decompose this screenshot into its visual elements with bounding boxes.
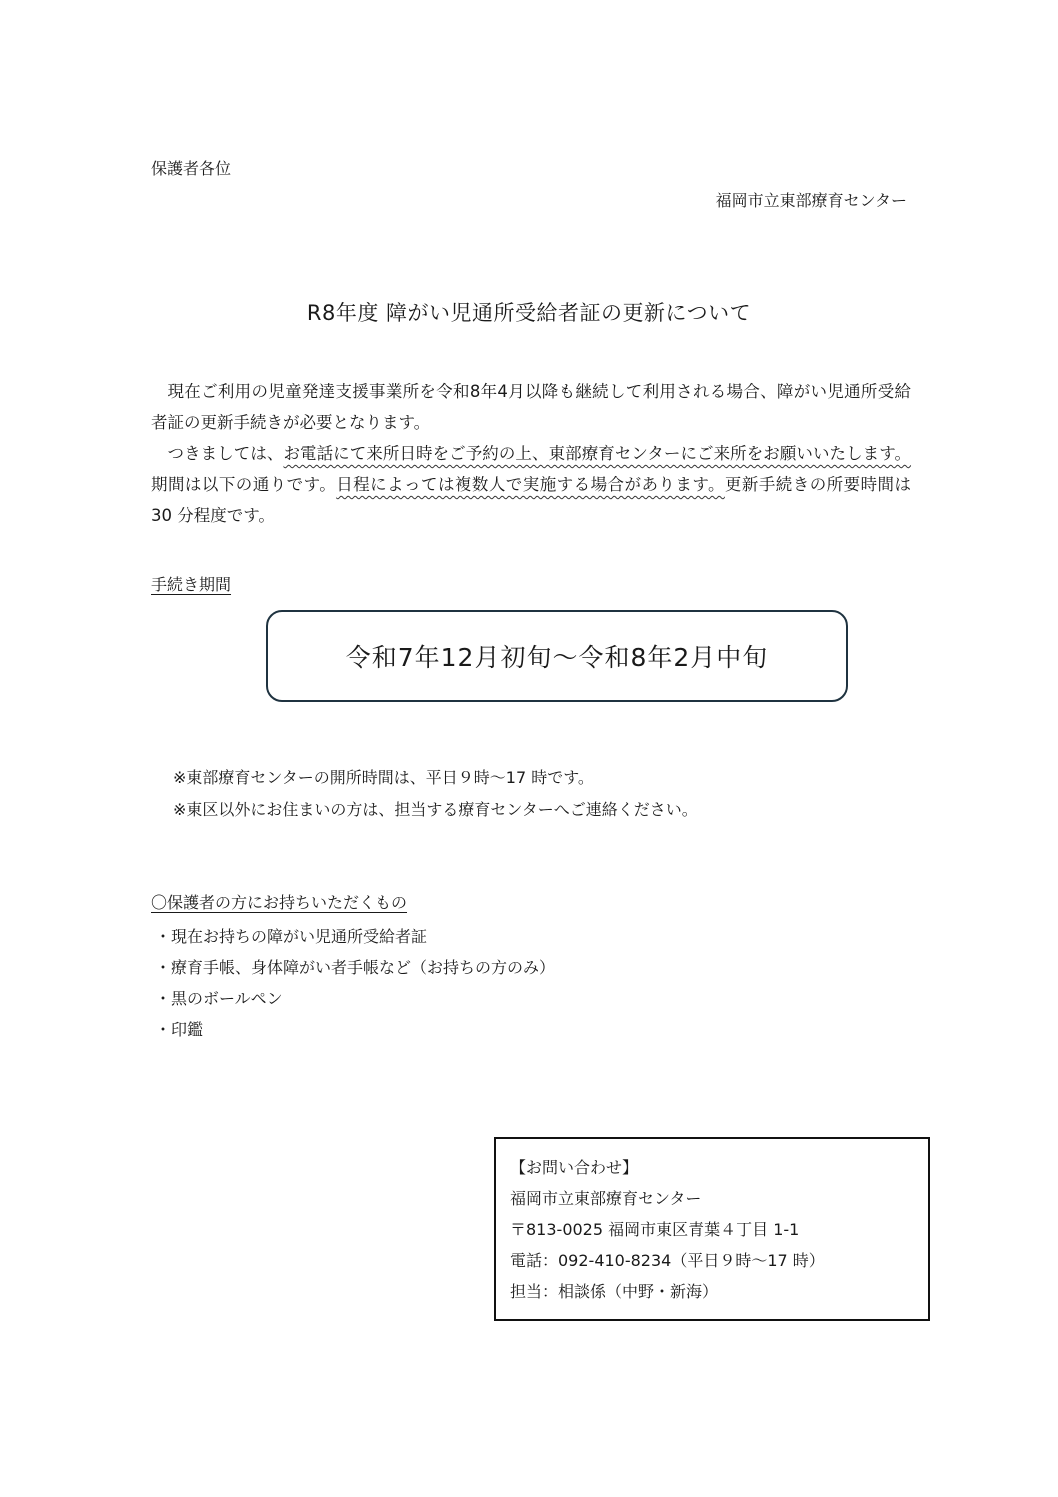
body-p2-emphasis-1: お電話にて来所日時をご予約の上、東部療育センターにご来所をお願いいたします。 [283, 444, 912, 463]
period-value: 令和7年12月初旬～令和8年2月中旬 [345, 643, 769, 672]
body-text [151, 376, 911, 531]
contact-person: 担当：相談係（中野・新海） [510, 1282, 719, 1301]
contact-phone: 電話：092-410-8234（平日９時～17 時） [510, 1251, 825, 1270]
list-item: ・印鑑 [155, 1020, 204, 1039]
contact-address: 〒813-0025 福岡市東区青葉４丁目 1-1 [510, 1220, 800, 1239]
note-hours: ※東部療育センターの開所時間は、平日９時～17 時です。 [173, 768, 594, 787]
body-paragraph-1: 現在ご利用の児童発達支援事業所を令和8年4月以降も継続して利用される場合、障がい児通所受給者証の更新手続きが必要となります。 [151, 382, 911, 432]
addressee: 保護者各位 [151, 159, 232, 178]
notes [173, 762, 698, 826]
contact-organization: 福岡市立東部療育センター [510, 1189, 702, 1208]
body-p2-tail: 更新手続きの所要時間は30 分程度です。 [151, 475, 911, 525]
list-item: ・黒のボールペン [155, 989, 283, 1008]
period-box [266, 610, 848, 702]
note-other-wards: ※東区以外にお住まいの方は、担当する療育センターへご連絡ください。 [173, 800, 698, 819]
list-item: ・療育手帳、身体障がい者手帳など（お持ちの方のみ） [155, 958, 556, 977]
body-p2-lead: つきましては、 [167, 444, 284, 463]
contact-box [494, 1137, 930, 1321]
list-item: ・現在お持ちの障がい児通所受給者証 [155, 927, 428, 946]
items-heading: 〇保護者の方にお持ちいただくもの [151, 893, 408, 912]
contact-heading: 【お問い合わせ】 [510, 1158, 639, 1177]
body-p2-mid: 期間は以下の通りです。 [151, 475, 337, 494]
period-label: 手続き期間 [151, 575, 232, 594]
document-title: R8年度 障がい児通所受給者証の更新について [306, 301, 752, 325]
sender-organization: 福岡市立東部療育センター [715, 191, 907, 210]
items-list [155, 921, 555, 1045]
body-p2-emphasis-2: 日程によっては複数人で実施する場合があります。 [336, 475, 725, 494]
body-paragraph-2 [151, 438, 911, 531]
